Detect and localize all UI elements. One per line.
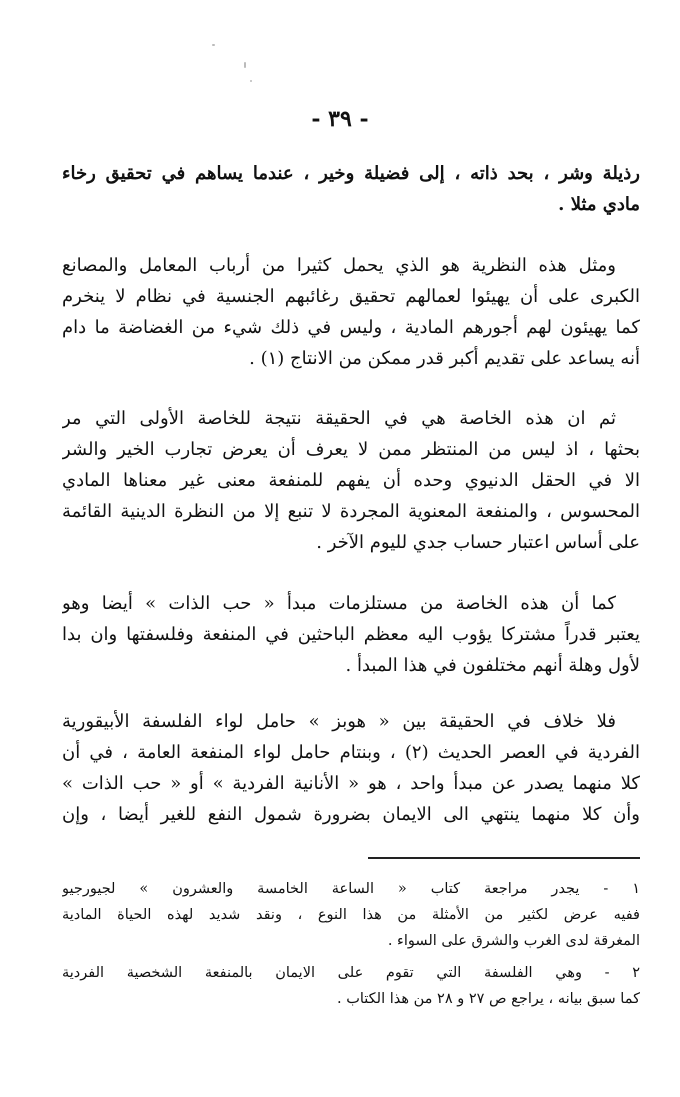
paper-speck (250, 80, 252, 82)
text-line: بحثها ، اذ ليس من المنتظر ممن لا يعرف أن يعرض تجارب الخير والشر (62, 439, 640, 460)
footnote-line: كما سبق بيانه ، يراجع ص ٢٧ و ٢٨ من هذا الكتاب . (336, 991, 640, 1007)
text-line: المحسوس ، والمنفعة المعنوية المجردة لا تنبع إلا من النظرة الدينية القائمة (62, 501, 640, 522)
text-line: الا في الحقل الدنيوي وحده أن يفهم للمنفعة معنى غير معناها المادي (62, 470, 640, 491)
text-line: كما أن هذه الخاصة من مستلزمات مبدأ « حب الذات » أيضا وهو (62, 593, 616, 614)
text-line: الفردية في العصر الحديث (٢) ، وبنتام حامل لواء المنفعة العامة ، في أن (62, 742, 640, 763)
paragraph-5 (62, 706, 640, 830)
text-line: الكبرى على أن يهيئوا لعمالهم تحقيق رغائبهم الجنسية في نظام لا ينخرم (62, 286, 640, 307)
text-line: على أساس اعتبار حساب جدي لليوم الآخر . (316, 532, 640, 553)
text-line: يعتبر قدراً مشتركا يؤوب اليه معظم الباحثين في المنفعة وفلسفتها وان بدا (62, 624, 640, 645)
text-line: رذيلة وشر ، بحد ذاته ، إلى فضيلة وخير ، عندما يساهم في تحقيق رخاء (62, 163, 640, 184)
text-line: مادي مثلا . (558, 194, 640, 215)
paper-speck (212, 44, 215, 46)
paragraph-3 (62, 403, 640, 558)
footnote-2 (62, 960, 640, 1012)
paper-speck (244, 62, 246, 68)
paragraph-2 (62, 250, 640, 374)
footnote-line: ففيه عرض لكثير من الأمثلة من هذا النوع ، ونقد شديد لهذه الحياة المادية (62, 907, 640, 923)
text-line: فلا خلاف في الحقيقة بين « هوبز » حامل لواء الفلسفة الأبيقورية (62, 711, 616, 732)
footnote-line: ١ - يجدر مراجعة كتاب « الساعة الخامسة والعشرون » لجيورجيو (62, 881, 640, 897)
footnote-line: المغرقة لدى الغرب والشرق على السواء . (387, 933, 640, 949)
footnote-line: ٢ - وهي الفلسفة التي تقوم على الايمان بالمنفعة الشخصية الفردية (62, 965, 640, 981)
page-number: - ٣٩ - (311, 106, 369, 132)
footnote-1 (62, 876, 640, 954)
text-line: لأول وهلة أنهم مختلفون في هذا المبدأ . (345, 655, 640, 676)
paragraph-4 (62, 588, 640, 681)
text-line: ومثل هذه النظرية هو الذي يحمل كثيرا من أرباب المعامل والمصانع (62, 255, 616, 276)
footnote-separator (368, 857, 640, 859)
paragraph-1 (62, 158, 640, 220)
footnotes (62, 876, 640, 1012)
text-line: كما يهيئون لهم أجورهم المادية ، وليس في ذلك شيء من الغضاضة ما دام (62, 317, 640, 338)
text-line: كلا منهما يصدر عن مبدأ واحد ، هو « الأنانية الفردية » أو « حب الذات » (62, 773, 640, 794)
text-line: أنه يساعد على تقديم أكبر قدر ممكن من الانتاج (١) . (249, 348, 640, 369)
text-line: وأن كلا منهما ينتهي الى الايمان بضرورة شمول النفع للغير أيضا ، وإن (62, 804, 640, 825)
text-line: ثم ان هذه الخاصة هي في الحقيقة نتيجة للخاصة الأولى التي مر (62, 408, 616, 429)
